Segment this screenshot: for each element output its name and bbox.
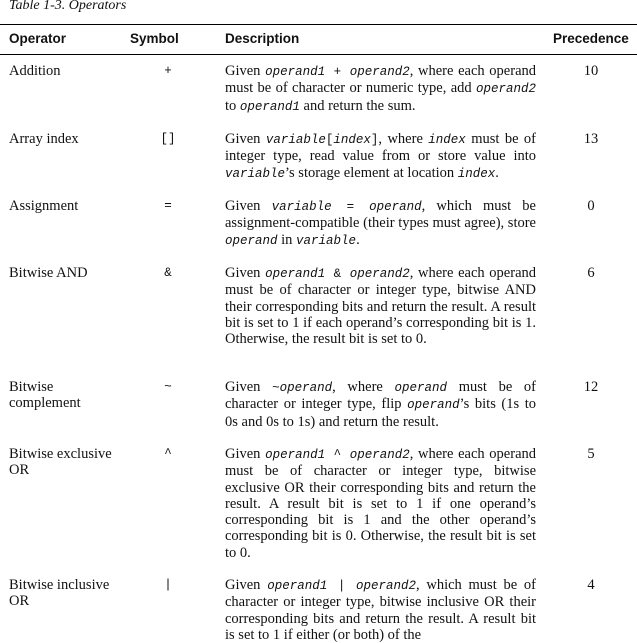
header-precedence: Precedence	[553, 31, 629, 46]
code-token: +	[325, 65, 350, 79]
code-identifier: operand2	[349, 267, 410, 281]
operator-name: Bitwise exclusive OR	[9, 446, 112, 479]
description-text: , where	[332, 379, 395, 395]
operator-description	[225, 198, 536, 249]
code-identifier: index	[333, 133, 371, 147]
code-identifier: operand	[369, 200, 422, 214]
table-caption: Table 1-3. Operators	[9, 0, 127, 13]
description-text: , where each operand must be of character or integer type, bitwise AND their corresponding bits and return the result. A result bit is set to 1 if each operand’s corresponding bit is 1. Otherwise, the result bit is set to 0.	[225, 265, 536, 348]
description-text: Given	[225, 198, 272, 214]
operator-symbol: ^	[164, 447, 172, 461]
description-text: Given	[225, 265, 266, 281]
operator-precedence: 0	[587, 198, 595, 214]
description-text: ’s storage element at location	[285, 164, 458, 181]
operator-precedence: 4	[587, 577, 595, 593]
operator-name: Bitwise complement	[9, 379, 81, 412]
description-text: , where each operand must be of character or numeric type, add	[225, 63, 536, 97]
code-identifier: variable	[271, 200, 332, 214]
code-identifier: operand2	[349, 65, 410, 79]
description-text: Given	[225, 577, 268, 593]
operator-symbol: ~	[164, 380, 172, 394]
code-identifier: operand	[279, 381, 333, 395]
operator-name: Bitwise inclusive OR	[9, 577, 110, 610]
operator-name: Array index	[9, 131, 79, 147]
description-text: , which must be of character or integer type, bitwise inclusive OR their corresponding bits and return the result. A result bit is set to 1 if either (or both) of the	[225, 577, 536, 643]
code-token: ]	[370, 133, 379, 147]
operator-symbol: =	[164, 199, 172, 213]
code-identifier: index	[428, 133, 466, 147]
operator-symbol: +	[164, 64, 172, 78]
operator-description	[225, 577, 536, 643]
code-identifier: operand2	[349, 448, 410, 462]
header-rule	[0, 54, 637, 55]
description-text: , where each operand must be of character or integer type, bitwise exclusive OR their corresponding bits and return the result. A result bit is set to 1 if one operand’s corresponding bit is 1 and the other operand’s corresponding bit is 0. Otherwise, the result bit is set to 0.	[225, 446, 536, 561]
code-identifier: operand2	[475, 82, 536, 97]
operator-precedence: 13	[583, 131, 599, 147]
description-text: must be of integer type, read value from or store value into	[225, 131, 537, 165]
description-text: in	[277, 231, 297, 248]
operator-symbol: []	[160, 132, 176, 146]
header-symbol: Symbol	[130, 31, 179, 46]
description-text: Given	[225, 379, 273, 395]
description-text: must be of character or integer type, flip	[225, 379, 537, 413]
code-identifier: operand1	[239, 99, 300, 114]
operator-description	[225, 265, 536, 347]
description-text: to	[225, 97, 240, 114]
code-identifier: operand	[225, 233, 278, 248]
description-text: .	[356, 231, 360, 248]
code-token: =	[331, 200, 370, 214]
description-text: Given	[225, 446, 266, 462]
code-token: ^	[325, 448, 350, 462]
code-identifier: operand1	[265, 65, 326, 79]
code-identifier: operand2	[355, 579, 416, 593]
description-text: .	[495, 164, 499, 181]
header-operator: Operator	[9, 31, 67, 46]
operator-name: Assignment	[9, 198, 79, 214]
code-token: |	[327, 579, 356, 593]
code-identifier: operand	[394, 381, 448, 395]
operator-precedence: 10	[583, 63, 599, 79]
code-identifier: index	[457, 166, 496, 181]
code-token: [	[325, 133, 334, 147]
operator-description	[225, 379, 536, 430]
code-identifier: operand1	[265, 267, 326, 281]
description-text: , which must be assignment-compatible (their types must agree), store	[225, 198, 536, 232]
operator-precedence: 6	[587, 265, 595, 281]
code-identifier: operand1	[265, 448, 326, 462]
operator-description	[225, 131, 536, 182]
operator-description	[225, 446, 536, 561]
code-identifier: operand1	[267, 579, 328, 593]
operator-description	[225, 63, 536, 115]
code-identifier: operand	[407, 398, 460, 413]
code-identifier: variable	[265, 133, 326, 147]
code-identifier: variable	[225, 166, 286, 181]
operator-symbol: |	[164, 578, 172, 592]
code-token: &	[325, 267, 350, 281]
description-text: ’s bits (1s to 0s and 0s to 1s) and return the result.	[225, 396, 536, 430]
code-token: ~	[272, 381, 280, 395]
description-text: and return the sum.	[299, 97, 416, 114]
operator-symbol: &	[164, 266, 172, 280]
description-text: Given	[225, 63, 266, 79]
description-text: Given	[225, 131, 266, 147]
operator-precedence: 5	[587, 446, 595, 462]
code-identifier: variable	[296, 233, 357, 248]
operator-precedence: 12	[583, 379, 599, 395]
description-text: , where	[378, 131, 429, 147]
top-rule	[0, 24, 637, 25]
operator-name: Bitwise AND	[9, 265, 88, 281]
operator-name: Addition	[9, 63, 61, 79]
header-description: Description	[225, 31, 300, 46]
